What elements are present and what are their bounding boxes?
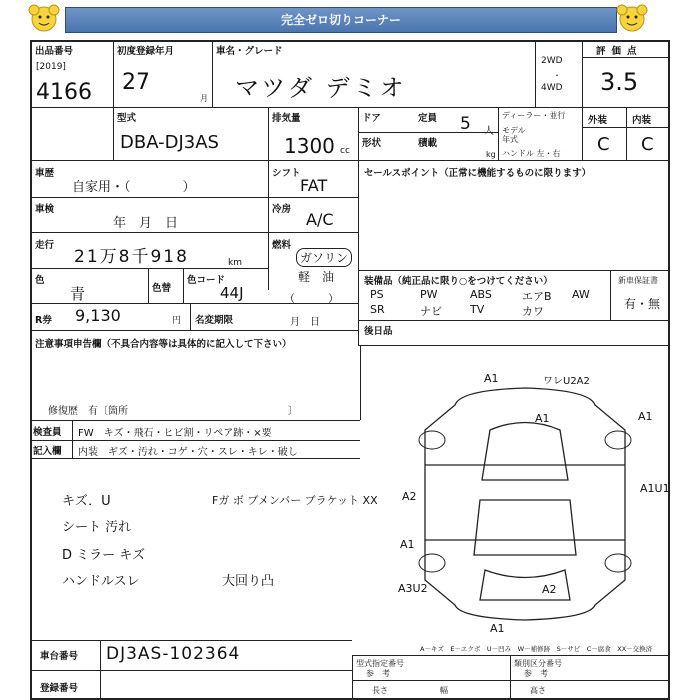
people-unit: 人: [484, 126, 494, 137]
score-label: 評価点: [596, 46, 643, 57]
chassis-no-value: DJ3AS-102364: [106, 644, 241, 664]
car-name: マツダ デミオ: [235, 74, 407, 102]
dealer-label: ディーラー・並行: [502, 111, 566, 120]
equipment-item: AW: [572, 288, 590, 301]
mark-6: A1U1: [640, 482, 670, 495]
mark-8: A3U2: [398, 582, 428, 595]
change-deadline-label: 名変期限: [195, 315, 234, 326]
capacity-label: 定員: [418, 113, 438, 124]
color-code-value: 44J: [220, 284, 244, 302]
class-spec-label: 類別区分番号: [514, 659, 562, 668]
mark-4: A1: [638, 410, 653, 423]
inspection-value: 年 月 日: [100, 216, 179, 231]
warranty-label: 新車保証書: [618, 276, 658, 285]
note-2: シート 汚れ: [62, 520, 132, 535]
interior-label: 内装: [632, 115, 652, 126]
damage-legend: A－キズ E－エクボ U－凹み W－補修跡 S－サビ C－腐食 XX－交換済: [420, 645, 653, 653]
2wd-label: 2WD: [541, 56, 563, 66]
mark-2: ワレU2A2: [543, 376, 590, 387]
recycle-value: 9,130: [75, 306, 121, 325]
equipment-item: PS: [370, 288, 384, 301]
warranty-options: 有・無: [624, 297, 661, 311]
kg-unit: kg: [486, 150, 496, 159]
handle-label: ハンドル 左・右: [502, 149, 561, 158]
km-unit: km: [228, 258, 242, 268]
first-reg-label: 初度登録年月: [117, 46, 175, 57]
score-value: 3.5: [600, 68, 639, 96]
note-5: Fガ ボ ブメンバー ブラケット XX: [212, 494, 378, 507]
wd-separator: ・: [553, 71, 561, 80]
equipment-item: ナビ: [420, 305, 442, 318]
note-3: D ミラー キズ: [62, 548, 146, 563]
inspector-label: 検査員: [33, 427, 62, 438]
model-label: 型式: [117, 113, 137, 124]
ref-label-2: 参 考: [524, 669, 548, 678]
recycle-label: R券: [35, 315, 52, 326]
exterior-grade: C: [597, 134, 610, 155]
inspection-label: 車検: [35, 204, 55, 215]
ac-label: 冷房: [272, 204, 292, 215]
car-name-label: 車名・グレード: [216, 46, 283, 57]
rear-seat-label: 後日品: [364, 326, 393, 337]
ac-value: A/C: [306, 210, 334, 229]
model-year-label: モデル 年式: [502, 126, 526, 144]
note-4: ハンドルスレ: [62, 574, 140, 589]
lot-label: 出品番号: [35, 46, 74, 57]
vehicle-type-value: 自家用・（ ）: [72, 180, 196, 195]
mark-9: A2: [542, 583, 557, 596]
shift-label: シフト: [272, 168, 301, 179]
vehicle-type-label: 車歴: [35, 168, 55, 179]
change-deadline-value: 月 日: [290, 317, 320, 328]
shape-spec-label: 型式指定番号: [356, 659, 404, 668]
car-damage-diagram: [380, 370, 670, 635]
length-label: 長さ: [372, 686, 388, 695]
equipment-item: カワ: [522, 305, 544, 318]
equipment-item: ABS: [470, 288, 492, 301]
inspector-row: FW キズ・飛石・ヒビ割・リペア跡・×要: [78, 428, 272, 439]
equipment-item: TV: [470, 303, 485, 316]
notes-label: 注意事項申告欄（不具合内容等は具体的に記入して下さい）: [35, 339, 292, 350]
yen-unit: 円: [172, 316, 182, 326]
mascot-left-icon: [28, 4, 60, 34]
cc-unit: cc: [340, 146, 350, 156]
writer-row: 内装 ギズ・汚れ・コゲ・穴・スレ・キレ・破し: [78, 447, 298, 458]
color-change-label: 色替: [152, 283, 172, 294]
equipment-item: エアB: [522, 290, 552, 303]
color-value: 青: [70, 285, 86, 303]
ref-label-1: 参 考: [366, 669, 390, 678]
equipment-item: SR: [370, 303, 385, 316]
equipment-label: 装備品（純正品に限り○をつけてください）: [364, 276, 553, 287]
shape-label: 形状: [362, 138, 382, 149]
exterior-label: 外装: [588, 115, 608, 126]
interior-grade: C: [641, 134, 654, 155]
mark-10: A1: [490, 622, 505, 635]
mileage-value: 21万8千918: [74, 247, 189, 267]
lot-number: 4166: [36, 80, 92, 105]
displacement-label: 排気量: [272, 113, 301, 124]
fuel-diesel: 軽 油: [298, 270, 335, 284]
color-code-label: 色コード: [187, 275, 226, 286]
first-reg-month-unit: 月: [200, 94, 208, 103]
lot-year: [2019]: [36, 62, 66, 72]
displacement-value: 1300: [284, 134, 335, 158]
mark-3: A1: [535, 412, 550, 425]
reg-no-label: 登録番号: [40, 683, 79, 694]
mascot-right-icon: [616, 4, 648, 34]
doors-label: ドア: [362, 113, 381, 124]
load-label: 積載: [418, 138, 438, 149]
repair-history: 修復歴 有〔箇所 〕: [48, 406, 298, 417]
first-reg-year: 27: [122, 70, 150, 95]
writer-label: 記入欄: [33, 446, 62, 457]
height-label: 高さ: [530, 686, 546, 695]
model-value: DBA-DJ3AS: [120, 132, 219, 153]
page-banner-title: 完全ゼロ切りコーナー: [65, 7, 617, 33]
note-1: キズ．U: [62, 494, 111, 509]
chassis-no-label: 車台番号: [40, 651, 79, 662]
note-6: 大回り凸: [222, 574, 275, 589]
shift-value: FAT: [300, 176, 328, 195]
sales-point-label: セールスポイント（正常に機能するものに限ります）: [364, 168, 592, 179]
mark-7: A1: [400, 538, 415, 551]
fuel-label: 燃料: [272, 240, 292, 251]
mark-5: A2: [402, 490, 417, 503]
equipment-item: PW: [420, 288, 438, 301]
mark-1: A1: [484, 372, 499, 385]
mileage-label: 走行: [35, 240, 55, 251]
color-label: 色: [35, 275, 45, 286]
width-label: 幅: [440, 686, 448, 695]
fuel-paren: （ ）: [284, 292, 339, 305]
capacity-value: 5: [460, 114, 471, 134]
fuel-gasoline: ガソリン: [296, 248, 352, 267]
4wd-label: 4WD: [541, 83, 563, 93]
